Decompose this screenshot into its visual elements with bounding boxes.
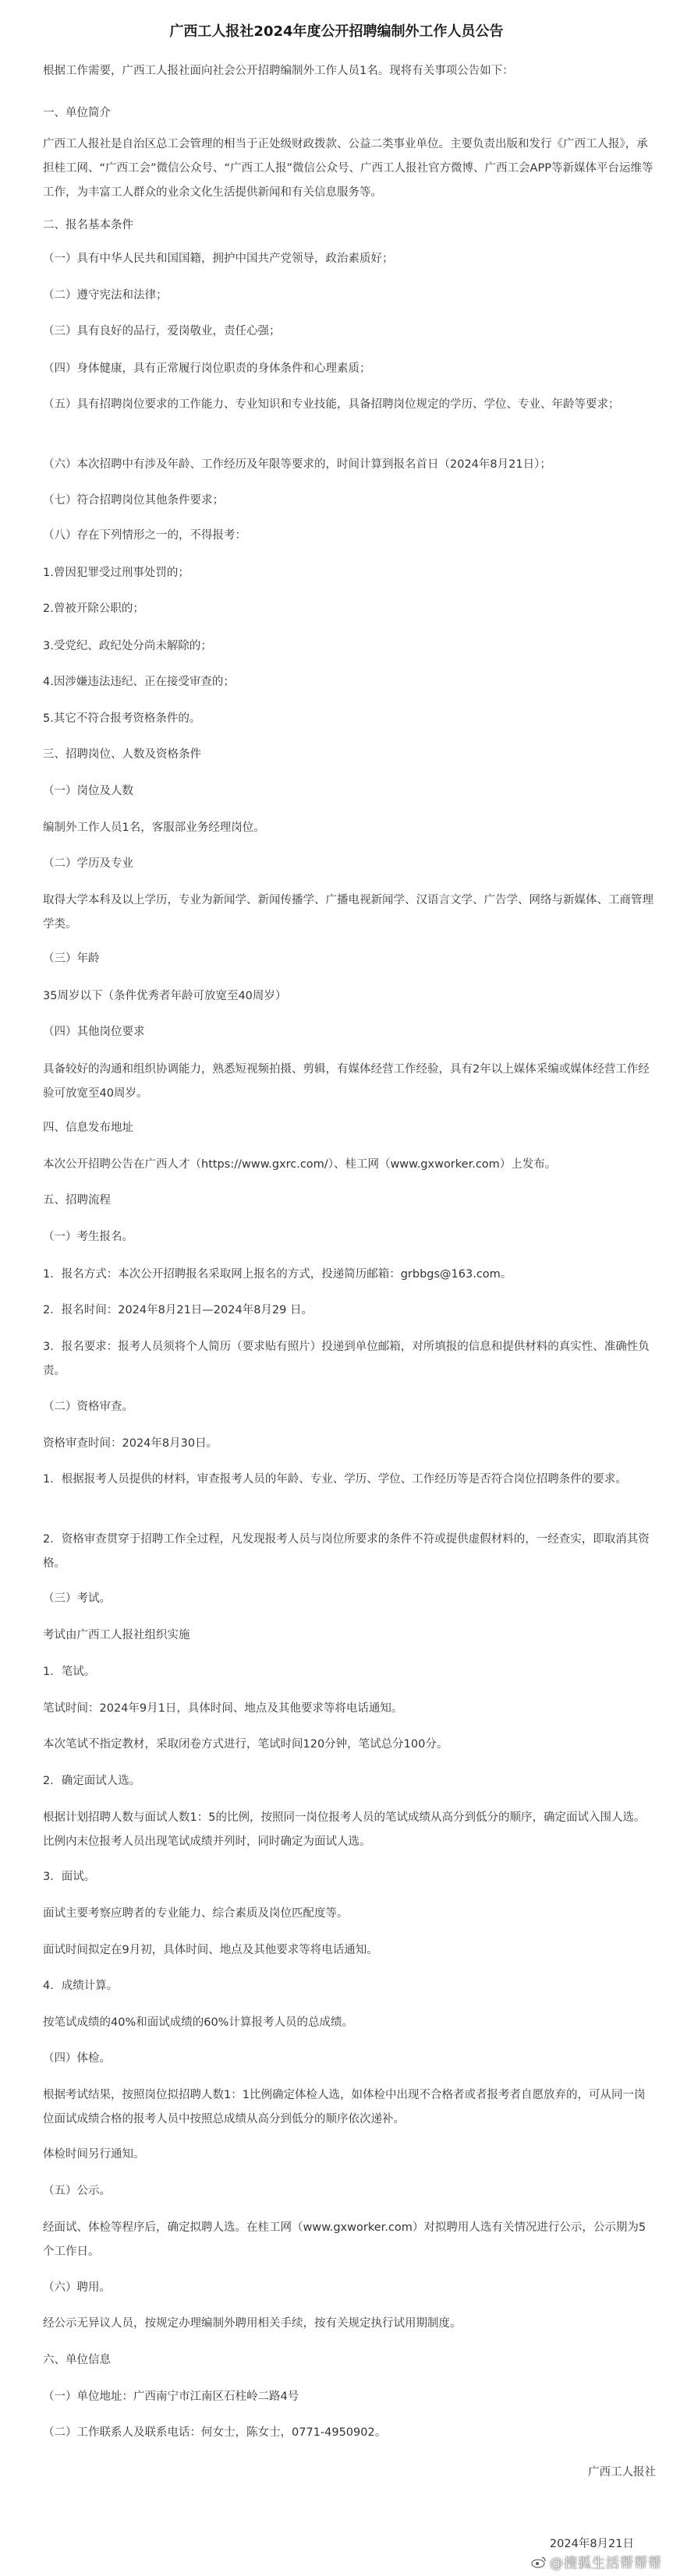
body-paragraph: 具备较好的沟通和组织协调能力，熟悉短视频拍摄、剪辑，有媒体经营工作经验，具有2年以上媒体采编或媒体经营工作经验可放宽至40周岁。 bbox=[43, 1063, 650, 1100]
sub-heading: 4．成绩计算。 bbox=[43, 1980, 119, 1992]
contact-phone: （二）工作联系人及联系电话：何女士，陈女士，0771-4950902。 bbox=[43, 2426, 387, 2439]
sub-heading: 3．面试。 bbox=[43, 1871, 96, 1883]
watermark-text: @搜狐生活帮帮帮 bbox=[550, 2556, 662, 2571]
list-item: （二）遵守宪法和法律； bbox=[43, 289, 168, 302]
body-paragraph: 1．根据报考人员提供的材料，审查报考人员的年龄、专业、学历、学位、工作经历等是否符合岗位招聘条件的要求。 bbox=[43, 1473, 627, 1486]
list-item: （四）身体健康，具有正常履行岗位职责的身体条件和心理素质； bbox=[43, 362, 371, 375]
sub-heading: （三）年龄 bbox=[43, 952, 100, 965]
body-paragraph: 取得大学本科及以上学历，专业为新闻学、新闻传播学、广播电视新闻学、汉语言文学、广告学、网络与新媒体、工商管理学类。 bbox=[43, 894, 654, 931]
sub-heading: （一）考生报名。 bbox=[43, 1231, 133, 1243]
intro-paragraph: 根据工作需要，广西工人报社面向社会公开招聘编制外工作人员1名。现将有关事项公告如下： bbox=[43, 65, 514, 77]
body-paragraph: 编制外工作人员1名，客服部业务经理岗位。 bbox=[43, 822, 265, 834]
sub-heading: 2．确定面试人选。 bbox=[43, 1775, 141, 1787]
sub-heading: （二）资格审查。 bbox=[43, 1401, 133, 1413]
list-item: 2.曾被开除公职的； bbox=[43, 602, 144, 615]
sub-heading: （三）考试。 bbox=[43, 1592, 111, 1605]
list-item: （六）本次招聘中有涉及年龄、工作经历及年限等要求的，时间计算到报名首日（2024年8月21日）； bbox=[43, 458, 551, 471]
watermark bbox=[531, 2552, 662, 2571]
body-paragraph: 2．报名时间：2024年8月21日—2024年8月29 日。 bbox=[43, 1304, 313, 1316]
publish-date: 2024年8月21日 bbox=[549, 2538, 634, 2550]
body-paragraph: 考试由广西工人报社组织实施 bbox=[43, 1629, 190, 1641]
body-paragraph: 经公示无异议人员，按规定办理编制外聘用相关手续，按有关规定执行试用期制度。 bbox=[43, 2317, 462, 2330]
list-item: （一）具有中华人民共和国国籍，拥护中国共产党领导，政治素质好； bbox=[43, 253, 394, 265]
list-item: （五）具有招聘岗位要求的工作能力、专业知识和专业技能，具备招聘岗位规定的学历、学位、专业、年龄等要求； bbox=[43, 398, 620, 411]
body-paragraph: 广西工人报社是自治区总工会管理的相当于正处级财政拨款、公益二类事业单位。主要负责出版和发行《广西工人报》，承担桂工网、“广西工会”微信公众号、“广西工人报”微信公众号、广西工人报社官方微博、广西工会APP等新媒体平台运维等工作，为丰富工人群众的业余文化生活提供新闻和有关信息服务等。 bbox=[43, 138, 654, 199]
sub-heading: （二）学历及专业 bbox=[43, 857, 133, 870]
body-paragraph: 2．资格审查贯穿于招聘工作全过程，凡发现报考人员与岗位所要求的条件不符或提供虚假材料的，一经查实，即取消其资格。 bbox=[43, 1533, 650, 1570]
body-paragraph: 按笔试成绩的40%和面试成绩的60%计算报考人员的总成绩。 bbox=[43, 2016, 353, 2029]
section-heading: 二、报名基本条件 bbox=[43, 219, 133, 231]
body-paragraph: 根据考试结果，按照岗位拟招聘人数1：1比例确定体检人选，如体检中出现不合格者或者报考者自愿放弃的，可从同一岗位面试成绩合格的报考人员中按照总成绩从高分到低分的顺序依次递补。 bbox=[43, 2089, 646, 2125]
body-paragraph: 35周岁以下（条件优秀者年龄可放宽至40周岁） bbox=[43, 990, 287, 1002]
body-paragraph: 根据计划招聘人数与面试人数1：5的比例，按照同一岗位报考人员的笔试成绩从高分到低分的顺序，确定面试入围人选。比例内末位报考人员出现笔试成绩并列时，同时确定为面试人选。 bbox=[43, 1811, 646, 1848]
body-paragraph: 体检时间另行通知。 bbox=[43, 2148, 145, 2161]
sub-heading: （四）其他岗位要求 bbox=[43, 1026, 145, 1038]
section-heading: 六、单位信息 bbox=[43, 2354, 111, 2366]
document-title: 广西工人报社2024年度公开招聘编制外工作人员公告 bbox=[169, 23, 504, 40]
body-paragraph: 本次笔试不指定教材，采取闭卷方式进行，笔试时间120分钟，笔试总分100分。 bbox=[43, 1738, 448, 1751]
body-paragraph: 1．报名方式：本次公开招聘报名采取网上报名的方式，投递简历邮箱：grbbgs@163.com。 bbox=[43, 1268, 512, 1281]
sub-heading: （一）岗位及人数 bbox=[43, 785, 133, 797]
sub-heading: （六）聘用。 bbox=[43, 2281, 111, 2294]
contact-address: （一）单位地址：广西南宁市江南区石柱岭二路4号 bbox=[43, 2390, 299, 2403]
section-heading: 五、招聘流程 bbox=[43, 1194, 111, 1207]
list-item: 1.曾因犯罪受过刑事处罚的； bbox=[43, 567, 190, 579]
section-heading: 四、信息发布地址 bbox=[43, 1122, 133, 1134]
body-paragraph: 3．报名要求：报考人员须将个人简历（要求贴有照片）投递到单位邮箱，对所填报的信息和提供材料的真实性、准确性负责。 bbox=[43, 1341, 650, 1377]
body-paragraph: 面试主要考察应聘者的专业能力、综合素质及岗位匹配度等。 bbox=[43, 1907, 349, 1920]
weibo-icon bbox=[531, 2556, 547, 2568]
section-heading: 三、招聘岗位、人数及资格条件 bbox=[43, 748, 201, 761]
list-item: （七）符合招聘岗位其他条件要求； bbox=[43, 494, 224, 507]
signature: 广西工人报社 bbox=[588, 2466, 656, 2479]
sub-heading: 1．笔试。 bbox=[43, 1666, 96, 1678]
sub-heading: （四）体检。 bbox=[43, 2052, 111, 2065]
list-item: 3.受党纪、政纪处分尚未解除的； bbox=[43, 640, 212, 652]
sub-heading: （五）公示。 bbox=[43, 2185, 111, 2197]
list-item: 4.因涉嫌违法违纪、正在接受审查的； bbox=[43, 676, 235, 688]
body-paragraph: 本次公开招聘公告在广西人才（https://www.gxrc.com/）、桂工网（www.gxworker.com）上发布。 bbox=[43, 1158, 557, 1171]
body-paragraph: 面试时间拟定在9月初，具体时间、地点及其他要求等将电话通知。 bbox=[43, 1944, 378, 1956]
list-item: （三）具有良好的品行，爱岗敬业，责任心强； bbox=[43, 325, 281, 337]
list-item: （八）存在下列情形之一的，不得报考： bbox=[43, 529, 246, 542]
list-item: 5.其它不符合报考资格条件的。 bbox=[43, 712, 201, 725]
body-paragraph: 笔试时间：2024年9月1日，具体时间、地点及其他要求等将电话通知。 bbox=[43, 1702, 403, 1715]
body-paragraph: 经面试、体检等程序后，确定拟聘人选。在桂工网（www.gxworker.com）对拟聘用人选有关情况进行公示，公示期为5个工作日。 bbox=[43, 2221, 646, 2258]
section-heading: 一、单位简介 bbox=[43, 107, 111, 119]
body-paragraph: 资格审查时间：2024年8月30日。 bbox=[43, 1437, 218, 1450]
